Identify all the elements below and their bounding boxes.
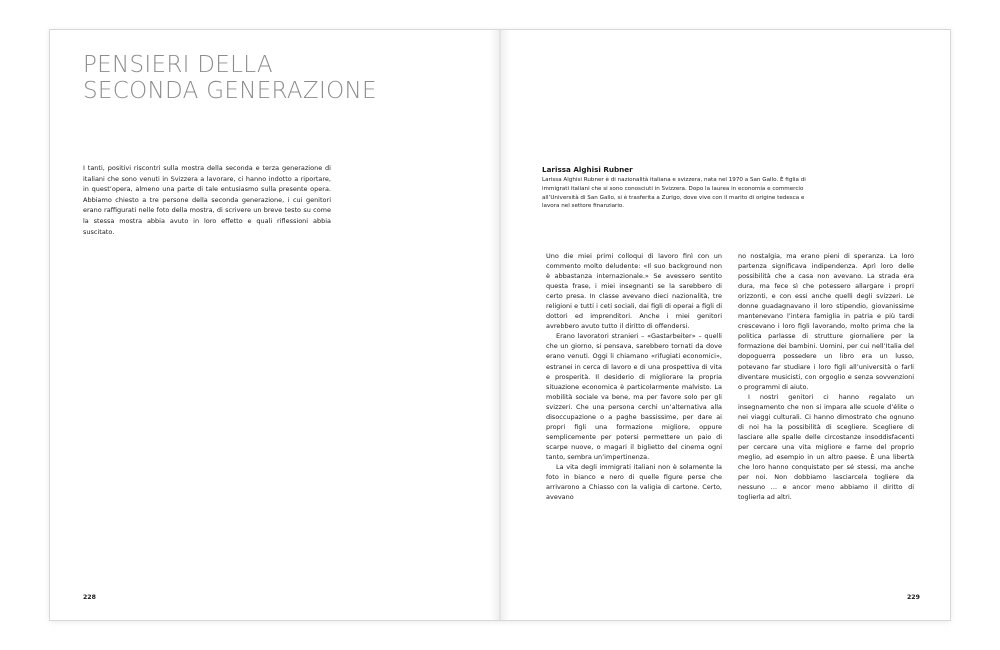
text-column-2 [738,251,914,502]
title-line-2: SECONDA GENERAZIONE [83,78,377,104]
author-block [542,165,807,211]
right-page [501,30,950,620]
author-bio: Larissa Alghisi Rubner è di nazionalità italiana e svizzera, nata nel 1970 a San Gallo. È figlia di immigrati italiani che si sono conosciuti in Svizzera. Dopo la laurea in economia e commercio all’Università di San Gallo, si è trasferita a Zurigo, dove vive con il marito di origine tedesca e lavora nel settore finanziario. [542,177,806,210]
column1-paragraph-1: Uno die miei primi colloqui di lavoro finì con un commento molto deludente: «Il suo background non è abbastanza internazionale.» Se avessero sentito questa frase, i miei insegnanti se la sarebbero di certo presa. In classe avevano dieci nazionalità, tre religioni e tutti i ceti sociali, dai figli di operai a figli di dottori ed imprenditori. Anche i miei genitori avrebbero avuto tutto il diritto di offendersi. [546,252,722,331]
title-line-1: PENSIERI DELLA [83,52,273,78]
left-page [50,30,499,620]
column2-paragraph-1: no nostalgia, ma erano pieni di speranza. La loro partenza significava indipendenza. Aprì loro delle possibilità che a casa non avevano. La strada era dura, ma fece sì che potessero allargare i propri orizzonti, e con essi anche quelli degli svizzeri. Le donne guadagnavano il loro stipendio, giovanissime mantenevano l’intera famiglia in patria e più tardi crescevano i loro figli lavorando, molto prima che la politica parlasse di strutture giornaliere per la formazione dei bambini. Uomini, per cui nell’Italia del dopoguerra possedere un libro era un lusso, potevano far studiare i loro figli all’università o farli diventare musicisti, con orgoglio e senza sovvenzioni o programmi di aiuto. [738,252,914,391]
page-title [83,52,463,104]
text-column-1 [546,251,722,502]
book-spread [50,30,950,620]
column1-paragraph-3: La vita degli immigrati italiani non è solamente la foto in bianco e nero di quelle figure perse che arrivarono a Chiasso con la valigia di cartone. Certo, avevano [546,462,722,502]
page-number-left: 228 [83,594,96,601]
column1-paragraph-2: Erano lavoratori stranieri – «Gastarbeiter» – quelli che un giorno, si pensava, sarebbero tornati da dove erano venuti. Oggi li chiamano «rifugiati economici», estranei in cerca di lavoro e di una prospettiva di vita e prosperità. Il desiderio di migliorare la propria situazione economica è particolarmente malvisto. La mobilità sociale va bene, ma per favore solo per gli svizzeri. Che una persona cerchi un’alternativa alla disoccupazione o a paghe bassissime, per dare ai propri figli una formazione migliore, oppure semplicemente per potersi permettere un paio di scarpe nuove, o magari il biglietto del cinema ogni tanto, sembra un’impertinenza. [546,332,722,461]
page-number-right: 229 [907,594,920,601]
author-name: Larissa Alghisi Rubner [542,165,633,174]
column2-paragraph-2: I nostri genitori ci hanno regalato un insegnamento che non si impara alle scuole d’élite o nei viaggi culturali. Ci hanno dimostrato che ognuno di noi ha la possibilità di scegliere. Scegliere di lasciare alle spalle delle circostanze insoddisfacenti per cercare una vita migliore e farne del proprio meglio, ad esempio in un altro paese. È una libertà che loro hanno conquistato per sé stessi, ma anche per noi. Non dobbiamo lasciarcela togliere da nessuno … e ancor meno abbiamo il diritto di toglierla ad altri. [738,392,914,502]
intro-paragraph: I tanti, positivi riscontri sulla mostra della seconda e terza generazione di italiani che sono venuti in Svizzera a lavorare, ci hanno indotto a riportare, in quest’opera, almeno una parte di tale entusiasmo sulla presente opera. Abbiamo chiesto a tre persone della seconda generazione, i cui genitori erano raffigurati nelle foto della mostra, di scrivere un breve testo su come la stessa mostra abbia avuto in loro effetto e quali riflessioni abbia suscitato. [83,164,331,236]
